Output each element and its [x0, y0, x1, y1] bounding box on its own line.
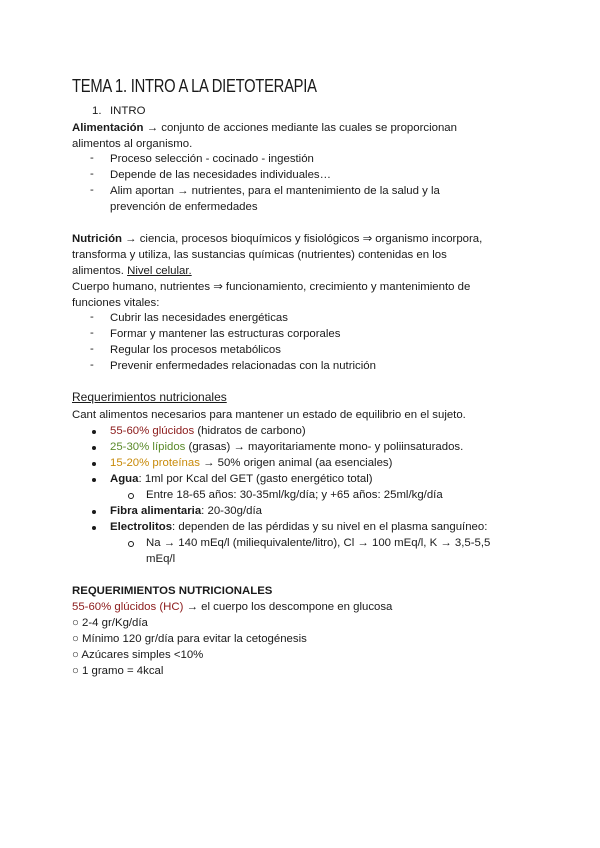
- page-title: TEMA 1. INTRO A LA DIETOTERAPIA: [72, 76, 317, 96]
- glucidos-item: [110, 424, 306, 439]
- dash-marker: -: [90, 184, 94, 196]
- electrolitos-item: [110, 520, 487, 535]
- req-intro: Cant alimentos necesarios para mantener un estado de equilibrio en el sujeto.: [72, 409, 466, 421]
- nutricion-line2: transforma y utiliza, las sustancias químicas (nutrientes) contenidas en los: [72, 249, 447, 261]
- fibra-term: Fibra alimentaria: [110, 505, 202, 517]
- bullet: [92, 526, 96, 530]
- dash-marker: -: [90, 343, 94, 355]
- alimentacion-def: [72, 121, 457, 136]
- lipidos-text: (grasas) → mayoritariamente mono- y poliinsaturados.: [185, 441, 464, 453]
- lipidos-item: [110, 440, 463, 455]
- req2-line1: [72, 600, 392, 615]
- electrolitos-sub1: Na → 140 mEq/l (miliequivalente/litro), Cl → 100 mEq/l, K → 3,5-5,5: [146, 537, 491, 549]
- bullet: [92, 430, 96, 434]
- glucidos-text: (hidratos de carbono): [194, 425, 306, 437]
- list-item: Regular los procesos metabólicos: [110, 344, 281, 356]
- bullet: [92, 478, 96, 482]
- electrolitos-text: : dependen de las pérdidas y su nivel en el plasma sanguíneo:: [172, 521, 488, 533]
- alimentacion-term: Alimentación: [72, 122, 144, 134]
- req2-item: ○ Azúcares simples <10%: [72, 649, 204, 661]
- nutricion-def: [72, 232, 482, 247]
- cuerpo-line2: funciones vitales:: [72, 297, 160, 309]
- sub-bullet: [128, 493, 134, 499]
- section-number: 1.: [92, 105, 102, 117]
- req2-glucidos-text: → el cuerpo los descompone en glucosa: [183, 601, 393, 613]
- bullet: [92, 510, 96, 514]
- nutricion-term: Nutrición: [72, 233, 122, 245]
- req-heading: Requerimientos nutricionales: [72, 390, 227, 404]
- list-item: Prevenir enfermedades relacionadas con la nutrición: [110, 360, 376, 372]
- nutricion-line3: [72, 264, 192, 279]
- list-item: Proceso selección - cocinado - ingestión: [110, 153, 314, 165]
- alimentacion-text: → conjunto de acciones mediante las cuales se proporcionan: [143, 122, 457, 134]
- electrolitos-term: Electrolitos: [110, 521, 173, 533]
- agua-text: : 1ml por Kcal del GET (gasto energético total): [138, 473, 373, 485]
- nutricion-line3-text: alimentos.: [72, 265, 128, 277]
- fibra-item: [110, 504, 262, 519]
- bullet: [92, 446, 96, 450]
- req2-item: ○ 1 gramo = 4kcal: [72, 665, 164, 677]
- dash-marker: -: [90, 152, 94, 164]
- req2-heading: REQUERIMIENTOS NUTRICIONALES: [72, 585, 273, 597]
- req2-glucidos: 55-60% glúcidos (HC): [72, 601, 184, 613]
- req2-item: ○ Mínimo 120 gr/día para evitar la cetogénesis: [72, 633, 307, 645]
- alimentacion-line2: alimentos al organismo.: [72, 138, 193, 150]
- req2-item: ○ 2-4 gr/Kg/día: [72, 617, 148, 629]
- bullet: [92, 462, 96, 466]
- section-heading: INTRO: [110, 105, 146, 117]
- dash-marker: -: [90, 311, 94, 323]
- glucidos-pct: 55-60% glúcidos: [110, 425, 195, 437]
- cuerpo-line1: Cuerpo humano, nutrientes ⇒ funcionamiento, crecimiento y mantenimiento de: [72, 281, 471, 293]
- list-item-continuation: prevención de enfermedades: [110, 201, 258, 213]
- proteinas-item: [110, 456, 392, 471]
- dash-marker: -: [90, 359, 94, 371]
- list-item: Depende de las necesidades individuales…: [110, 169, 331, 181]
- nivel-celular: Nivel celular.: [127, 265, 192, 277]
- list-item: Cubrir las necesidades energéticas: [110, 312, 288, 324]
- agua-term: Agua: [110, 473, 139, 485]
- proteinas-pct: 15-20% proteínas: [110, 457, 200, 469]
- agua-sub: Entre 18-65 años: 30-35ml/kg/día; y +65 años: 25ml/kg/día: [146, 489, 443, 501]
- list-item: Formar y mantener las estructuras corporales: [110, 328, 341, 340]
- dash-marker: -: [90, 327, 94, 339]
- lipidos-pct: 25-30% lípidos: [110, 441, 186, 453]
- electrolitos-sub2: mEq/l: [146, 553, 176, 565]
- nutricion-text: → ciencia, procesos bioquímicos y fisiológicos ⇒ organismo incorpora,: [122, 233, 483, 245]
- list-item: Alim aportan → nutrientes, para el mantenimiento de la salud y la: [110, 185, 440, 197]
- proteinas-text: → 50% origen animal (aa esenciales): [199, 457, 393, 469]
- dash-marker: -: [90, 168, 94, 180]
- fibra-text: : 20-30g/día: [201, 505, 262, 517]
- sub-bullet: [128, 541, 134, 547]
- agua-item: [110, 472, 373, 487]
